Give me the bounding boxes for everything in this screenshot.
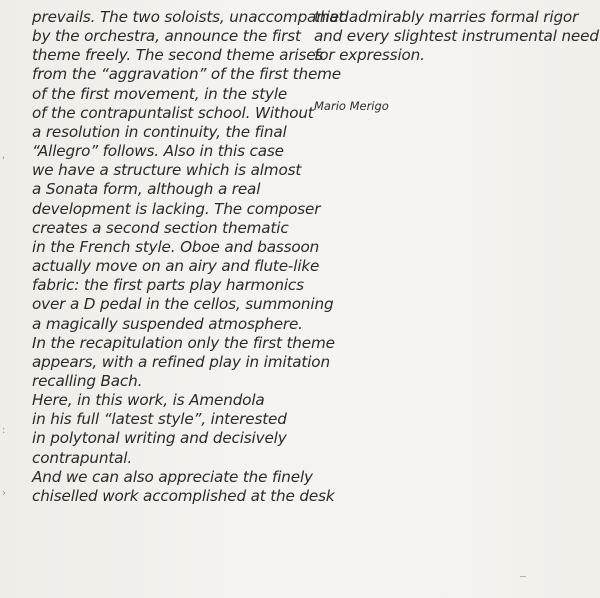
text-line: creates a second section thematic — [32, 218, 289, 237]
text-line: chiselled work accomplished at the desk — [32, 486, 335, 505]
text-line: and every slightest instrumental need — [314, 27, 599, 46]
text-line: theme freely. The second theme arises — [32, 46, 324, 65]
text-line: appears, with a refined play in imitation — [32, 352, 330, 371]
text-line: “Allegro” follows. Also in this case — [32, 142, 284, 161]
scan-dash-mark — [520, 576, 526, 577]
text-line: prevails. The two soloists, unaccompanied — [32, 8, 349, 26]
scan-edge-mark: , — [2, 150, 6, 161]
text-line: development is lacking. The composer — [32, 199, 321, 218]
text-line: Here, in this work, is Amendola — [32, 391, 265, 410]
text-line: And we can also appreciate the finely — [32, 467, 313, 486]
text-line: in polytonal writing and decisively — [32, 429, 287, 448]
text-line: actually move on an airy and flute-like — [32, 257, 320, 276]
text-line: a resolution in continuity, the final — [32, 122, 287, 141]
text-line: fabric: the first parts play harmonics — [32, 276, 304, 295]
right-text-column — [314, 8, 599, 65]
text-line: of the first movement, in the style — [32, 84, 288, 103]
text-line: by the orchestra, announce the first — [32, 27, 301, 46]
text-line: over a D pedal in the cellos, summoning — [32, 295, 334, 314]
text-line: from the “aggravation” of the first theme — [32, 65, 341, 84]
scan-edge-mark: › — [2, 488, 6, 499]
text-line: of the contrapuntalist school. Without — [32, 103, 314, 122]
scan-edge-mark: : — [2, 425, 6, 436]
text-line: in the French style. Oboe and bassoon — [32, 237, 320, 256]
text-line: In the recapitulation only the first theme — [32, 333, 335, 352]
text-line: we have a structure which is almost — [32, 161, 302, 180]
author-signature: Mario Merigo — [314, 99, 389, 113]
left-text-column — [32, 8, 349, 506]
text-line: contrapuntal. — [32, 448, 133, 467]
text-line: for expression. — [314, 46, 425, 65]
text-line: that admirably marries formal rigor — [314, 8, 579, 26]
text-line: a Sonata form, although a real — [32, 180, 261, 199]
text-line: in his full “latest style”, interested — [32, 410, 287, 429]
text-line: a magically suspended atmosphere. — [32, 314, 303, 333]
text-line: recalling Bach. — [32, 371, 143, 390]
